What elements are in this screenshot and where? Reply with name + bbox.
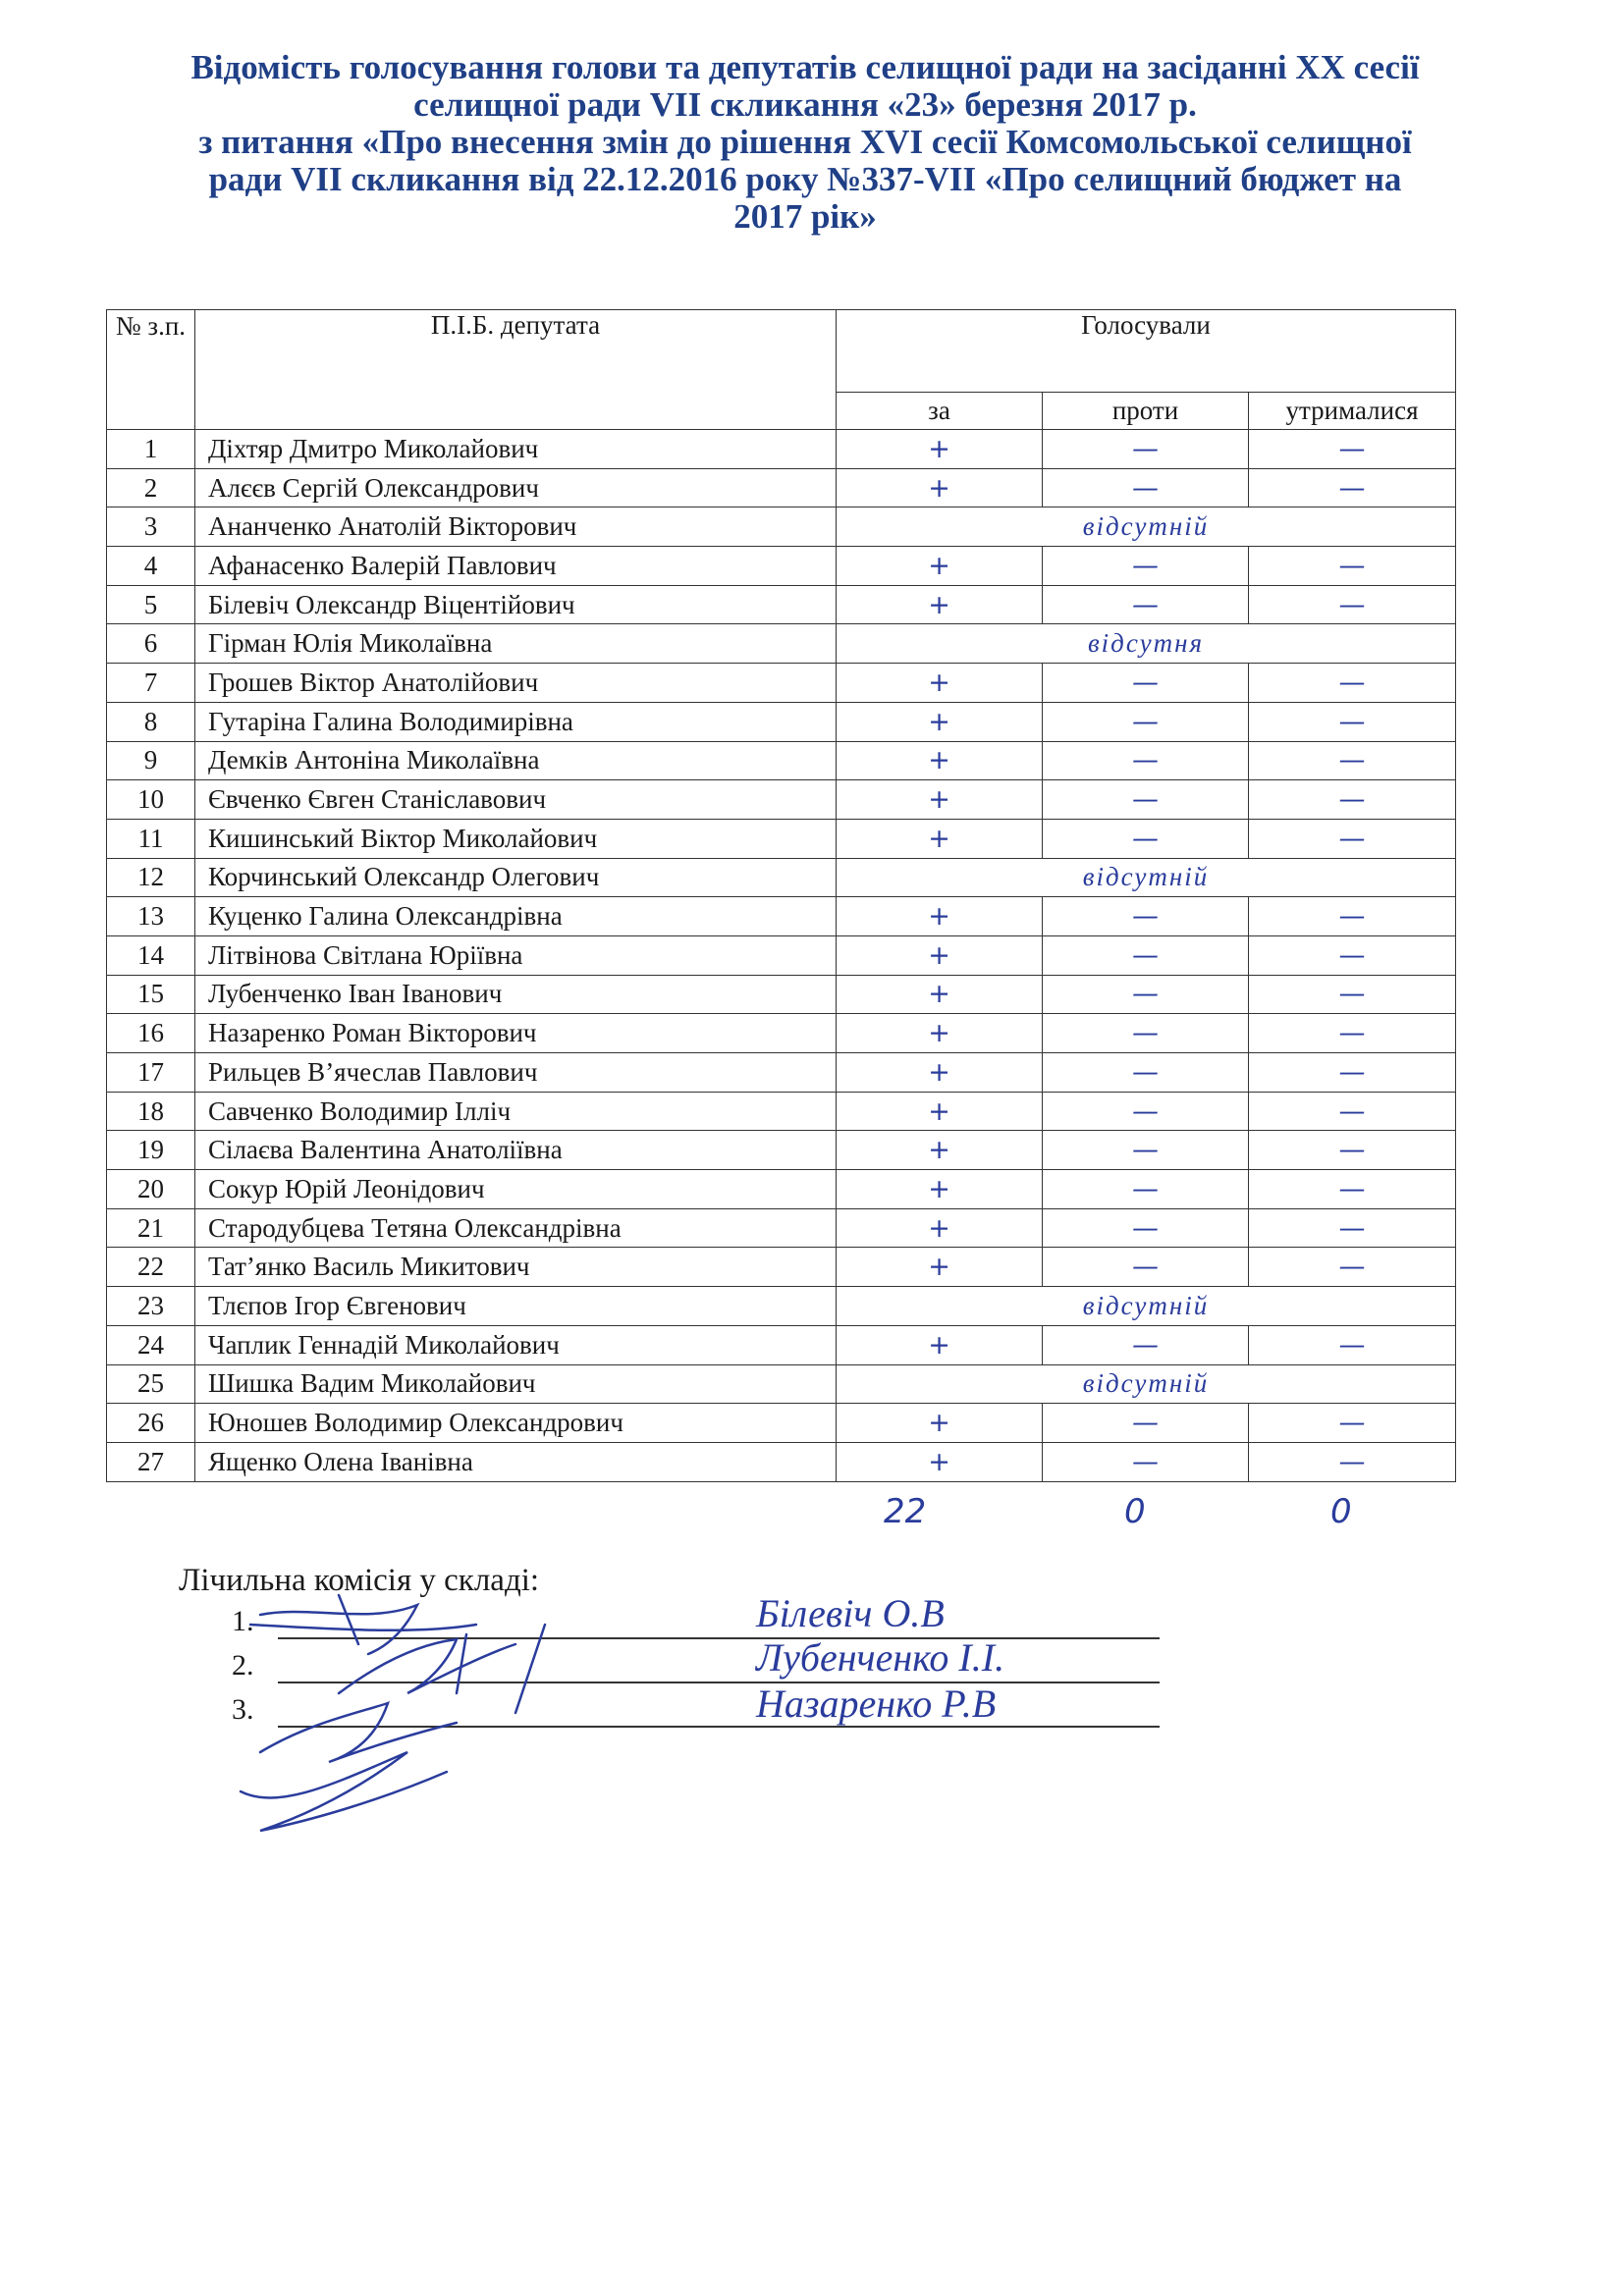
deputy-name: Назаренко Роман Вікторович — [195, 1014, 837, 1053]
deputy-name: Чаплик Геннадій Миколайович — [195, 1325, 837, 1364]
table-row — [107, 1208, 1456, 1248]
table-row — [107, 819, 1456, 858]
row-number: 17 — [107, 1053, 195, 1093]
deputy-name: Юношев Володимир Олександрович — [195, 1404, 837, 1443]
vote-abstained-mark: — — [1249, 897, 1456, 936]
row-number: 21 — [107, 1208, 195, 1248]
vote-against-mark: — — [1043, 1248, 1249, 1287]
vote-against-mark: — — [1043, 430, 1249, 469]
deputy-name: Кишинський Віктор Миколайович — [195, 819, 837, 858]
vote-for-mark: + — [837, 547, 1043, 586]
member-number: 2. — [232, 1649, 254, 1682]
vote-abstained-mark: — — [1249, 935, 1456, 975]
vote-abstained-mark: — — [1249, 585, 1456, 624]
row-number: 11 — [107, 819, 195, 858]
vote-abstained-mark: — — [1249, 1131, 1456, 1170]
vote-for-mark: + — [837, 430, 1043, 469]
member-name: Лубенченко І.І. — [756, 1635, 1005, 1680]
vote-against-mark: — — [1043, 1092, 1249, 1131]
row-number: 14 — [107, 935, 195, 975]
vote-against-mark: — — [1043, 1014, 1249, 1053]
member-number: 3. — [232, 1693, 254, 1726]
member-number: 1. — [232, 1605, 254, 1637]
vote-against-mark: — — [1043, 547, 1249, 586]
deputy-name: Гірман Юлія Миколаївна — [195, 624, 837, 664]
vote-against-mark: — — [1043, 1131, 1249, 1170]
vote-for-mark: + — [837, 702, 1043, 741]
column-header-name: П.І.Б. депутата — [195, 310, 837, 430]
vote-for-mark: + — [837, 897, 1043, 936]
row-number: 10 — [107, 780, 195, 820]
table-row — [107, 1287, 1456, 1326]
vote-against-mark: — — [1043, 1053, 1249, 1093]
vote-against-mark: — — [1043, 468, 1249, 507]
vote-for-mark: + — [837, 741, 1043, 780]
document-title — [147, 49, 1463, 236]
absent-note: відсутній — [837, 1364, 1456, 1404]
vote-abstained-mark: — — [1249, 975, 1456, 1014]
row-number: 12 — [107, 858, 195, 897]
vote-abstained-mark: — — [1249, 1170, 1456, 1209]
absent-note: відсутній — [837, 1287, 1456, 1326]
vote-for-mark: + — [837, 1442, 1043, 1481]
vote-for-mark: + — [837, 1014, 1043, 1053]
row-number: 5 — [107, 585, 195, 624]
row-number: 25 — [107, 1364, 195, 1404]
table-row — [107, 935, 1456, 975]
row-number: 19 — [107, 1131, 195, 1170]
table-row — [107, 1442, 1456, 1481]
vote-abstained-mark: — — [1249, 430, 1456, 469]
title-line: ради VII скликання від 22.12.2016 року №337-VII «Про селищний бюджет на — [208, 160, 1402, 198]
column-header-abstained: утрималися — [1249, 393, 1456, 430]
table-row — [107, 664, 1456, 703]
table-row — [107, 547, 1456, 586]
row-number: 27 — [107, 1442, 195, 1481]
vote-abstained-mark: — — [1249, 1208, 1456, 1248]
row-number: 18 — [107, 1092, 195, 1131]
vote-for-mark: + — [837, 1404, 1043, 1443]
vote-for-mark: + — [837, 819, 1043, 858]
deputy-name: Гутаріна Галина Володимирівна — [195, 702, 837, 741]
total-for: 22 — [884, 1492, 927, 1531]
row-number: 3 — [107, 507, 195, 547]
vote-for-mark: + — [837, 1092, 1043, 1131]
table-row — [107, 1170, 1456, 1209]
table-row — [107, 1248, 1456, 1287]
absent-note: відсутня — [837, 624, 1456, 664]
row-number: 26 — [107, 1404, 195, 1443]
deputy-name: Тат’янко Василь Микитович — [195, 1248, 837, 1287]
voting-table — [106, 309, 1456, 1482]
vote-abstained-mark: — — [1249, 468, 1456, 507]
member-name: Назаренко Р.В — [756, 1682, 997, 1726]
row-number: 13 — [107, 897, 195, 936]
vote-abstained-mark: — — [1249, 741, 1456, 780]
table-body — [107, 430, 1456, 1482]
vote-against-mark: — — [1043, 897, 1249, 936]
title-line: селищної ради VII скликання «23» березня 2017 р. — [413, 85, 1197, 124]
deputy-name: Тлєпов Ігор Євгенович — [195, 1287, 837, 1326]
deputy-name: Лубенченко Іван Іванович — [195, 975, 837, 1014]
total-abstained: 0 — [1330, 1492, 1352, 1531]
title-line: Відомість голосування голови та депутатів селищної ради на засіданні ХХ сесії — [190, 48, 1420, 86]
table-row — [107, 430, 1456, 469]
vote-abstained-mark: — — [1249, 1248, 1456, 1287]
row-number: 24 — [107, 1325, 195, 1364]
vote-for-mark: + — [837, 1248, 1043, 1287]
vote-for-mark: + — [837, 935, 1043, 975]
vote-abstained-mark: — — [1249, 1404, 1456, 1443]
table-row — [107, 468, 1456, 507]
vote-abstained-mark: — — [1249, 1053, 1456, 1093]
vote-abstained-mark: — — [1249, 702, 1456, 741]
row-number: 23 — [107, 1287, 195, 1326]
vote-for-mark: + — [837, 468, 1043, 507]
deputy-name: Діхтяр Дмитро Миколайович — [195, 430, 837, 469]
table-row — [107, 1014, 1456, 1053]
table-row — [107, 1364, 1456, 1404]
vote-against-mark: — — [1043, 819, 1249, 858]
vote-against-mark: — — [1043, 741, 1249, 780]
table-row — [107, 741, 1456, 780]
vote-abstained-mark: — — [1249, 547, 1456, 586]
vote-abstained-mark: — — [1249, 1325, 1456, 1364]
row-number: 2 — [107, 468, 195, 507]
deputy-name: Літвінова Світлана Юріївна — [195, 935, 837, 975]
vote-abstained-mark: — — [1249, 1092, 1456, 1131]
table-row — [107, 1325, 1456, 1364]
member-name: Білевіч О.В — [756, 1591, 945, 1635]
deputy-name: Шишка Вадим Миколайович — [195, 1364, 837, 1404]
vote-against-mark: — — [1043, 585, 1249, 624]
deputy-name: Грошев Віктор Анатолійович — [195, 664, 837, 703]
vote-for-mark: + — [837, 1131, 1043, 1170]
row-number: 8 — [107, 702, 195, 741]
deputy-name: Демків Антоніна Миколаївна — [195, 741, 837, 780]
deputy-name: Стародубцева Тетяна Олександрівна — [195, 1208, 837, 1248]
table-row — [107, 1404, 1456, 1443]
title-line: з питання «Про внесення змін до рішення XVI сесії Комсомольської селищної — [198, 123, 1412, 161]
deputy-name: Куценко Галина Олександрівна — [195, 897, 837, 936]
total-against: 0 — [1124, 1492, 1146, 1531]
table-row — [107, 624, 1456, 664]
deputy-name: Савченко Володимир Ілліч — [195, 1092, 837, 1131]
row-number: 22 — [107, 1248, 195, 1287]
vote-for-mark: + — [837, 585, 1043, 624]
vote-against-mark: — — [1043, 935, 1249, 975]
row-number: 4 — [107, 547, 195, 586]
deputy-name: Рильцев В’ячеслав Павлович — [195, 1053, 837, 1093]
vote-against-mark: — — [1043, 1404, 1249, 1443]
vote-for-mark: + — [837, 975, 1043, 1014]
row-number: 1 — [107, 430, 195, 469]
vote-for-mark: + — [837, 1208, 1043, 1248]
table-row — [107, 897, 1456, 936]
deputy-name: Корчинський Олександр Олегович — [195, 858, 837, 897]
vote-against-mark: — — [1043, 975, 1249, 1014]
table-row — [107, 585, 1456, 624]
table-row — [107, 1053, 1456, 1093]
deputy-name: Алєєв Сергій Олександрович — [195, 468, 837, 507]
deputy-name: Ананченко Анатолій Вікторович — [195, 507, 837, 547]
vote-abstained-mark: — — [1249, 1442, 1456, 1481]
vote-against-mark: — — [1043, 702, 1249, 741]
vote-against-mark: — — [1043, 1208, 1249, 1248]
deputy-name: Сілаєва Валентина Анатоліївна — [195, 1131, 837, 1170]
column-header-against: проти — [1043, 393, 1249, 430]
row-number: 15 — [107, 975, 195, 1014]
title-line: 2017 рік» — [733, 197, 877, 236]
vote-for-mark: + — [837, 1053, 1043, 1093]
vote-for-mark: + — [837, 664, 1043, 703]
column-header-number: № з.п. — [107, 310, 195, 430]
row-number: 7 — [107, 664, 195, 703]
deputy-name: Афанасенко Валерій Павлович — [195, 547, 837, 586]
table-row — [107, 975, 1456, 1014]
table-row — [107, 780, 1456, 820]
table-row — [107, 507, 1456, 547]
vote-abstained-mark: — — [1249, 1014, 1456, 1053]
table-row — [107, 858, 1456, 897]
column-header-voted: Голосували — [837, 310, 1456, 393]
vote-against-mark: — — [1043, 1170, 1249, 1209]
absent-note: відсутній — [837, 507, 1456, 547]
commission-label: Лічильна комісія у складі: — [179, 1563, 540, 1598]
row-number: 9 — [107, 741, 195, 780]
vote-for-mark: + — [837, 1170, 1043, 1209]
vote-abstained-mark: — — [1249, 664, 1456, 703]
column-header-for: за — [837, 393, 1043, 430]
deputy-name: Ященко Олена Іванівна — [195, 1442, 837, 1481]
vote-against-mark: — — [1043, 780, 1249, 820]
deputy-name: Білевіч Олександр Віцентійович — [195, 585, 837, 624]
vote-abstained-mark: — — [1249, 819, 1456, 858]
absent-note: відсутній — [837, 858, 1456, 897]
vote-abstained-mark: — — [1249, 780, 1456, 820]
vote-for-mark: + — [837, 1325, 1043, 1364]
handwritten-signatures — [221, 1585, 731, 1850]
row-number: 20 — [107, 1170, 195, 1209]
row-number: 6 — [107, 624, 195, 664]
vote-against-mark: — — [1043, 1325, 1249, 1364]
vote-against-mark: — — [1043, 1442, 1249, 1481]
deputy-name: Євченко Євген Станіславович — [195, 780, 837, 820]
vote-against-mark: — — [1043, 664, 1249, 703]
vote-for-mark: + — [837, 780, 1043, 820]
table-row — [107, 702, 1456, 741]
deputy-name: Сокур Юрій Леонідович — [195, 1170, 837, 1209]
table-row — [107, 1092, 1456, 1131]
row-number: 16 — [107, 1014, 195, 1053]
table-row — [107, 1131, 1456, 1170]
